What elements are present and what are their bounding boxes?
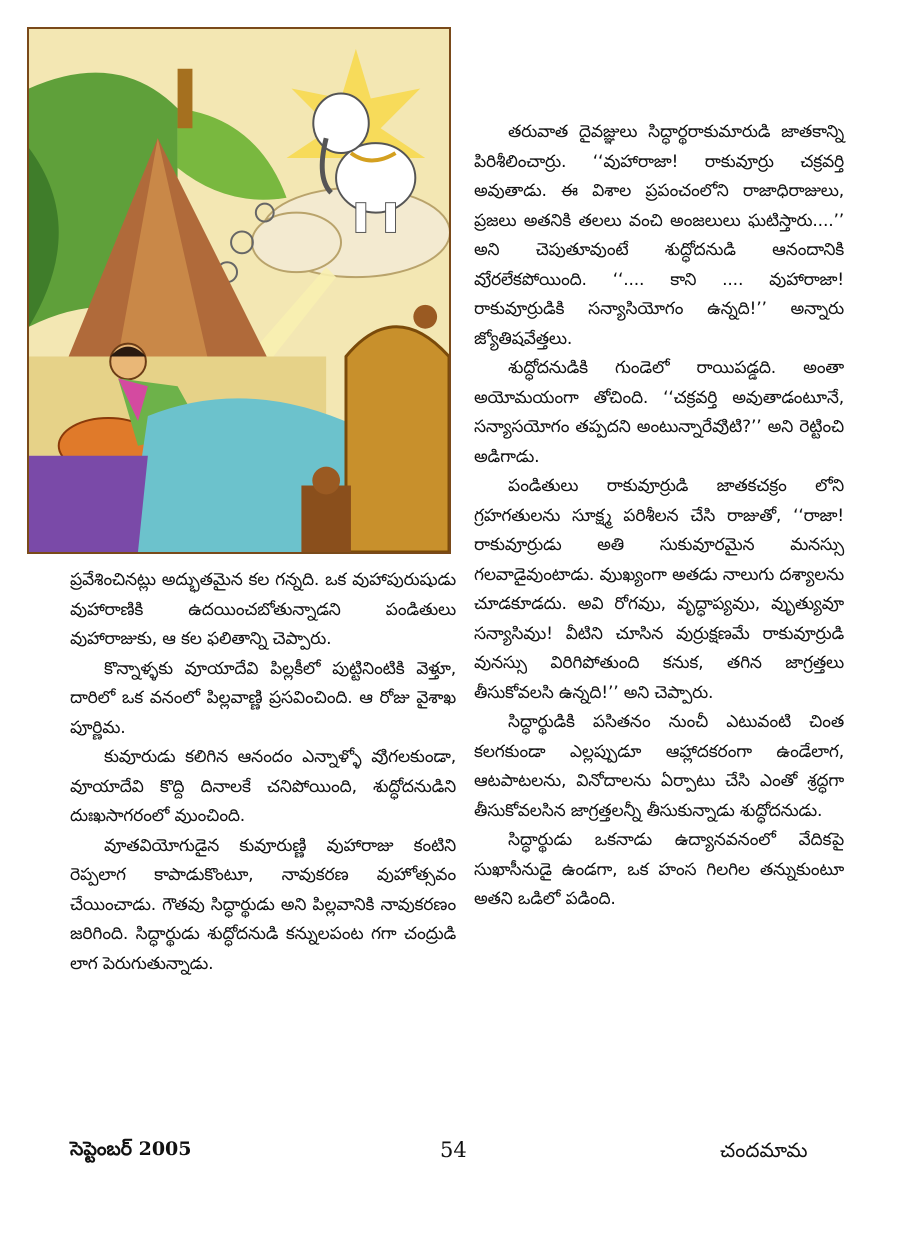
paragraph: వూతవియోగుడైన కువూరుణ్ణి వుహారాజు కంటిని రెప్పలాగ కాపాడుకొంటూ, నావుకరణ వుహోత్సవం చేయించాడు. గౌతవు సిద్ధార్థుడు అని పిల్లవానికి నావుకరణం జరిగింది. సిద్ధార్థుడు శుద్ధోదనుడి కన్నులపంట గగా చంద్రుడి లాగ పెరుగుతున్నాడు. bbox=[70, 835, 456, 974]
illustration-graphic bbox=[29, 29, 449, 552]
paragraph: సిద్ధార్థుడు ఒకనాడు ఉద్యానవనంలో వేదికపై సుఖాసీనుడై ఉండగా, ఒక హంస గిలగిల తన్నుకుంటూ అతని ఒడిలో పడింది. bbox=[474, 830, 844, 909]
footer-month-year: సెప్టెంబర్ 2005 bbox=[70, 1138, 192, 1160]
paragraph: తరువాత దైవజ్ఞులు సిద్ధార్థరాకుమారుడి జాతకాన్ని పిరిశీలించార్రు. ‘‘వుహారాజా! రాకువూర్రు చక్రవర్తి అవుతాడు. ఈ విశాల ప్రపంచంలోని రాజాధిరాజులు, ప్రజలు అతనికి తలలు వంచి అంజలులు ఘటిస్తారు....’’ అని చెపుతూవుంటే శుద్ధోదనుడి ఆనందానికి వుేరలేకపోయింది. ‘‘.... కాని .... వుహారాజా! రాకువూర్రుడికి సన్యాసియోగం ఉన్నది!’’ అన్నారు జ్యోతిషవేత్తలు. bbox=[474, 122, 844, 349]
footer-magazine-name: చందమామ bbox=[720, 1138, 808, 1162]
story-illustration bbox=[27, 27, 451, 554]
paragraph: ప్రవేశించినట్లు అద్భుతమైన కల గన్నది. ఒక వుహాపురుషుడు వుహారాణికి ఉదయించబోతున్నాడని పండితులు వుహారాజుకు, ఆ కల ఫలితాన్ని చెప్పారు. bbox=[70, 570, 456, 649]
footer-page-number: 54 bbox=[440, 1138, 467, 1162]
paragraph: కువూరుడు కలిగిన ఆనందం ఎన్నాళ్ళో వుిగలకుండా, వూయాదేవి కొద్ది దినాలకే చనిపోయింది, శుద్ధోదనుడిని దుఃఖసాగరంలో వుుంచింది. bbox=[70, 747, 456, 826]
paragraph: శుద్ధోదనుడికి గుండెలో రాయిపడ్డది. అంతా అయోమయంగా తోచింది. ‘‘చక్రవర్తి అవుతాడంటూనే, సన్యాసయోగం తప్పదని అంటున్నారేవుిటి?’’ అని రెట్టించి అడిగాడు. bbox=[474, 358, 844, 467]
paragraph: పండితులు రాకువూర్రుడి జాతకచక్రం లోని గ్రహగతులను సూక్ష్మ పరిశీలన చేసి రాజుతో, ‘‘రాజా! రాకువూర్రుడు అతి సుకువూరమైన మనస్సు గలవాడైవుంటాడు. వుుఖ్యంగా అతడు నాలుగు దశ్యాలను చూడకూడదు. అవి రోగవుు, వృద్ధాప్యవుు, వుృత్యువూ సన్యాసివుు! వీటిని చూసిన వుర్రుక్షణవేు రాకువూర్రుడి వునస్సు విరిగిపోతుంది కనుక, తగిన జాగ్రత్తలు తీసుకోవలసి ఉన్నది!’’ అని చెప్పారు. bbox=[474, 476, 844, 703]
paragraph: సిద్ధార్థుడికి పసితనం నుంచీ ఎటువంటి చింత కలగకుండా ఎల్లప్పుడూ ఆహ్లాదకరంగా ఉండేలాగ, ఆటపాటలను, వినోదాలను ఏర్పాటు చేసి ఎంతో శ్రద్ధగా తీసుకోవలసిన జాగ్రత్తలన్నీ తీసుకున్నాడు శుద్ధోదనుడు. bbox=[474, 712, 844, 821]
page-footer bbox=[0, 1138, 919, 1172]
left-text-column bbox=[70, 566, 456, 979]
paragraph: కొన్నాళ్ళకు వూయాదేవి పిల్లకీలో పుట్టినింటికి వెళ్తూ, దారిలో ఒక వనంలో పిల్లవాణ్ణి ప్రసవించింది. ఆ రోజు వైశాఖ పూర్ణిమ. bbox=[70, 658, 456, 738]
right-text-column bbox=[474, 118, 844, 915]
